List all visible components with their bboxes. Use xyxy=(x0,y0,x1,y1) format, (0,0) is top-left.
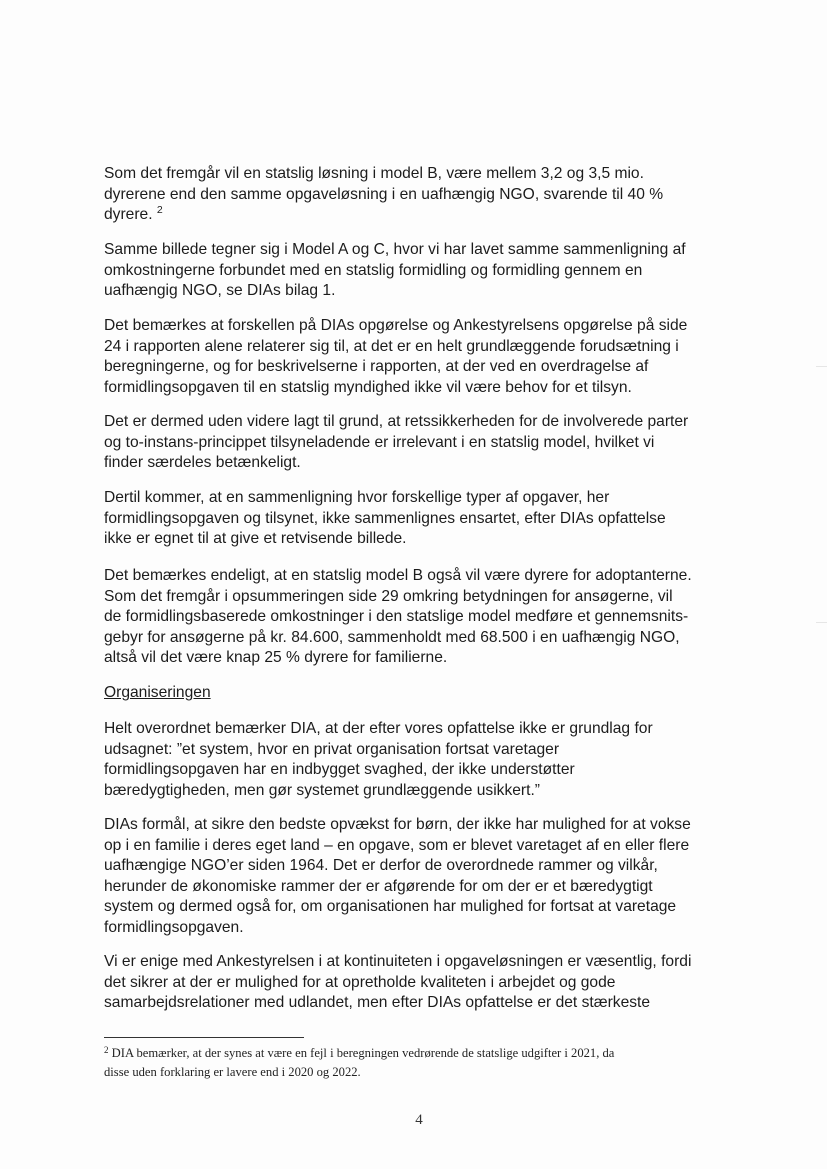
text-line: dyrerene end den samme opgaveløsning i en uafhængig NGO, svarende til 40 % xyxy=(104,185,664,203)
text-line: ikke er egnet til at give et retvisende billede. xyxy=(104,530,407,548)
text-line: det sikrer at der er mulighed for at opretholde kvaliteten i arbejdet og gode xyxy=(104,973,616,991)
section-heading-organiseringen: Organiseringen xyxy=(104,684,211,701)
text-line: gebyr for ansøgerne på kr. 84.600, sammenholdt med 68.500 i en uafhængig NGO, xyxy=(104,628,680,646)
text-line: beregningerne, og for beskrivelserne i rapporten, at der ved en overdragelse af xyxy=(104,358,649,376)
paragraph-difference xyxy=(104,316,687,398)
paragraph-comparison xyxy=(104,488,666,550)
text-line: finder særdeles betænkeligt. xyxy=(104,454,301,472)
text-line: Det er dermed uden videre lagt til grund, at retssikkerheden for de involverede parter xyxy=(104,413,689,430)
text-line: op i en familie i deres eget land – en opgave, som er blevet varetaget af en eller flere xyxy=(104,836,690,854)
text-line: 24 i rapporten alene relaterer sig til, at det er en helt grundlæggende forudsætning i xyxy=(104,337,679,355)
text-line: og to-instans-princippet tilsyneladende er irrelevant i en statslig model, hvilket vi xyxy=(104,433,655,451)
footnote-number: 2 xyxy=(104,1045,109,1055)
page-number: 4 xyxy=(415,1112,423,1128)
text-line: formidlingsopgaven. xyxy=(104,918,244,936)
text-line: formidlingsopgaven har en indbygget svaghed, der ikke understøtter xyxy=(104,761,575,779)
text-line: herunder de økonomiske rammer der er afgørende for om der er et bæredygtigt xyxy=(104,877,653,895)
scan-edge-mark xyxy=(816,622,827,623)
text-line: uafhængig NGO, se DIAs bilag 1. xyxy=(104,282,336,300)
text-line: Helt overordnet bemærker DIA, at der efter vores opfattelse ikke er grundlag for xyxy=(104,720,653,737)
text-line: bæredygtigheden, men gør systemet grundlæggende usikkert.” xyxy=(104,781,540,799)
footnote xyxy=(104,1044,744,1082)
text-line: de formidlingsbaserede omkostninger i den statslige model medføre et gennemsnits- xyxy=(104,608,689,626)
text-line: Det bemærkes at forskellen på DIAs opgørelse og Ankestyrelsens opgørelse på side xyxy=(104,317,688,334)
text-line: Som det fremgår vil en statslig løsning i model B, være mellem 3,2 og 3,5 mio. xyxy=(104,165,644,182)
text-line: DIAs formål, at sikre den bedste opvækst for børn, der ikke har mulighed for at vokse xyxy=(104,816,691,833)
text-line: Som det fremgår i opsummeringen side 29 omkring betydningen for ansøgerne, vil xyxy=(104,587,673,605)
paragraph-adoptant-costs xyxy=(104,566,692,669)
text-line-content: dyrere. xyxy=(104,206,153,224)
footnote-separator xyxy=(104,1037,304,1038)
scan-edge-mark xyxy=(816,366,827,367)
text-line: altså vil det være knap 25 % dyrere for familierne. xyxy=(104,649,448,667)
text-line: udsagnet: ”et system, hvor en privat organisation fortsat varetager xyxy=(104,740,560,758)
footnote-line xyxy=(104,1044,744,1063)
text-line: Det bemærkes endeligt, at en statslig model B også vil være dyrere for adoptanterne. xyxy=(104,567,692,584)
footnote-line: disse uden forklaring er lavere end i 2020 og 2022. xyxy=(104,1065,361,1079)
footnote-reference[interactable]: 2 xyxy=(156,204,163,217)
paragraph-quote xyxy=(104,719,653,801)
text-line: Samme billede tegner sig i Model A og C, hvor vi har lavet samme sammenligning af xyxy=(104,241,686,258)
paragraph-legal-certainty xyxy=(104,412,688,474)
text-line: Dertil kommer, at en sammenligning hvor forskellige typer af opgaver, her xyxy=(104,489,610,506)
text-line: samarbejdsrelationer med udlandet, men efter DIAs opfattelse er det stærkeste xyxy=(104,994,651,1012)
text-line xyxy=(104,205,663,226)
footnote-text: DIA bemærker, at der synes at være en fejl i beregningen vedrørende de statslige udgifter i 2021, da xyxy=(111,1046,615,1060)
text-line: Vi er enige med Ankestyrelsen i at kontinuiteten i opgaveløsningen er væsentlig, fordi xyxy=(104,953,692,970)
text-line: omkostningerne forbundet med en statslig formidling og formidling gennem en xyxy=(104,261,643,279)
text-line: system og dermed også for, om organisationen har mulighed for fortsat at varetage xyxy=(104,898,677,916)
paragraph-cost-model-b xyxy=(104,164,663,226)
text-line: formidlingsopgaven og tilsynet, ikke sammenlignes ensartet, efter DIAs opfattelse xyxy=(104,509,666,527)
text-line: formidlingsopgaven til en statslig myndighed ikke vil være behov for et tilsyn. xyxy=(104,378,632,396)
paragraph-purpose xyxy=(104,815,691,939)
paragraph-continuity xyxy=(104,952,691,1014)
text-line: uafhængige NGO’er siden 1964. Det er derfor de overordnede rammer og vilkår, xyxy=(104,857,658,875)
paragraph-model-a-c xyxy=(104,240,686,302)
